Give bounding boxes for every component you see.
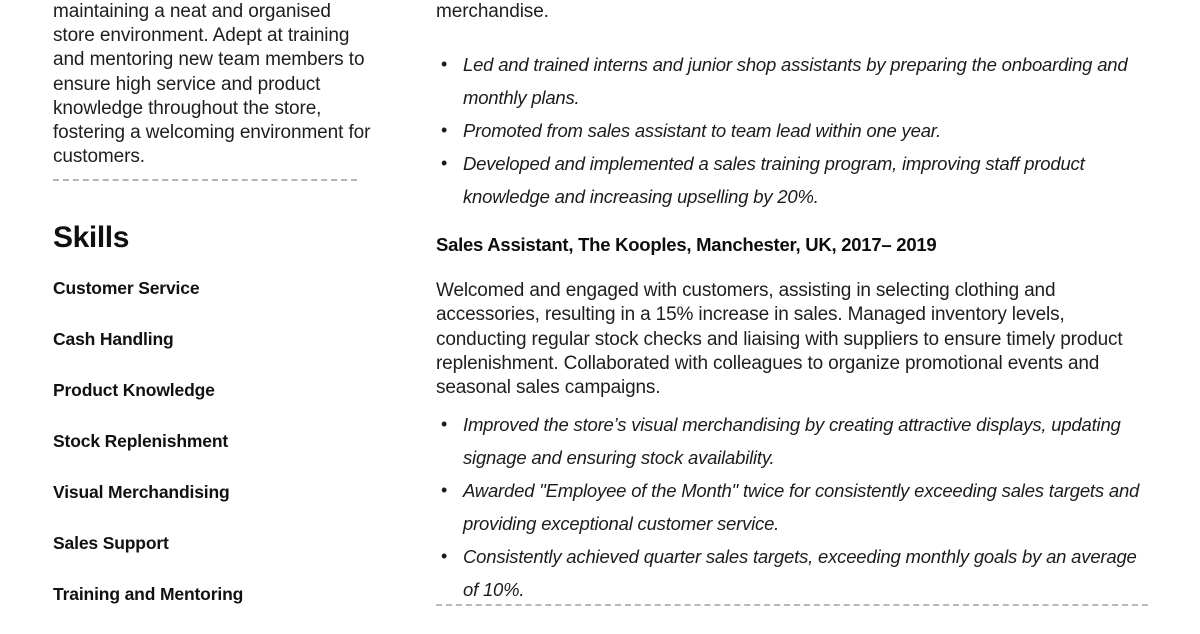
skill-item-customer-service: Customer Service — [53, 278, 200, 298]
bullet-text: Consistently achieved quarter sales targets, exceeding monthly goals by an average of 10%. — [463, 546, 1137, 600]
list-item — [436, 114, 1150, 147]
professional-summary-text: maintaining a neat and organised store environment. Adept at training and mentoring new team members to ensure high service and product knowledge throughout the store, fostering a welcoming environment for customers. — [53, 1, 371, 168]
experience-entry-description: Welcomed and engaged with customers, assisting in selecting clothing and accessories, resulting in a 15% increase in sales. Managed inventory levels, conducting regular stock checks and liaising with suppliers to ensure timely product replenishment. Collaborated with colleagues to organize promotional events and seasonal sales campaigns. — [436, 280, 1123, 399]
list-item — [436, 408, 1150, 474]
list-item — [436, 540, 1150, 606]
previous-entry-continued-text: merchandise. — [436, 1, 549, 22]
experience-entry-header — [436, 233, 1150, 257]
experience-entry-heading: Sales Assistant, The Kooples, Manchester, UK, 2017– 2019 — [436, 234, 937, 255]
skill-item-visual-merchandising: Visual Merchandising — [53, 482, 230, 502]
previous-entry-bullet-list — [436, 48, 1150, 213]
bullet-text: Developed and implemented a sales training program, improving staff product knowledge and increasing upselling by 20%. — [463, 153, 1085, 207]
skill-item-cash-handling: Cash Handling — [53, 329, 174, 349]
experience-entry-description-block — [436, 279, 1150, 400]
skill-item-sales-support: Sales Support — [53, 533, 169, 553]
list-item — [436, 147, 1150, 213]
bullet-text: Promoted from sales assistant to team lead within one year. — [463, 120, 941, 141]
left-column — [53, 0, 373, 169]
bullet-point-icon: • — [441, 480, 448, 500]
bullet-point-icon: • — [441, 54, 448, 74]
left-section-divider — [53, 179, 357, 181]
bullet-point-icon: • — [441, 414, 448, 434]
skill-item-training-and-mentoring: Training and Mentoring — [53, 584, 244, 604]
bullet-point-icon: • — [441, 153, 448, 173]
bullet-text: Improved the store’s visual merchandising by creating attractive displays, updating signage and ensuring stock availability. — [463, 414, 1121, 468]
skills-heading: Skills — [53, 221, 129, 254]
bullet-text: Led and trained interns and junior shop assistants by preparing the onboarding and monthly plans. — [463, 54, 1128, 108]
experience-entry-bullet-list — [436, 408, 1150, 606]
list-item — [436, 474, 1150, 540]
skill-item-stock-replenishment: Stock Replenishment — [53, 431, 229, 451]
bullet-point-icon: • — [441, 546, 448, 566]
right-section-divider — [436, 604, 1148, 606]
bullet-text: Awarded "Employee of the Month" twice for consistently exceeding sales targets and providing exceptional customer service. — [463, 480, 1140, 534]
skills-section — [53, 221, 383, 634]
skill-item-product-knowledge: Product Knowledge — [53, 380, 215, 400]
previous-entry-continuation — [436, 0, 1150, 24]
list-item — [436, 48, 1150, 114]
bullet-point-icon: • — [441, 120, 448, 140]
